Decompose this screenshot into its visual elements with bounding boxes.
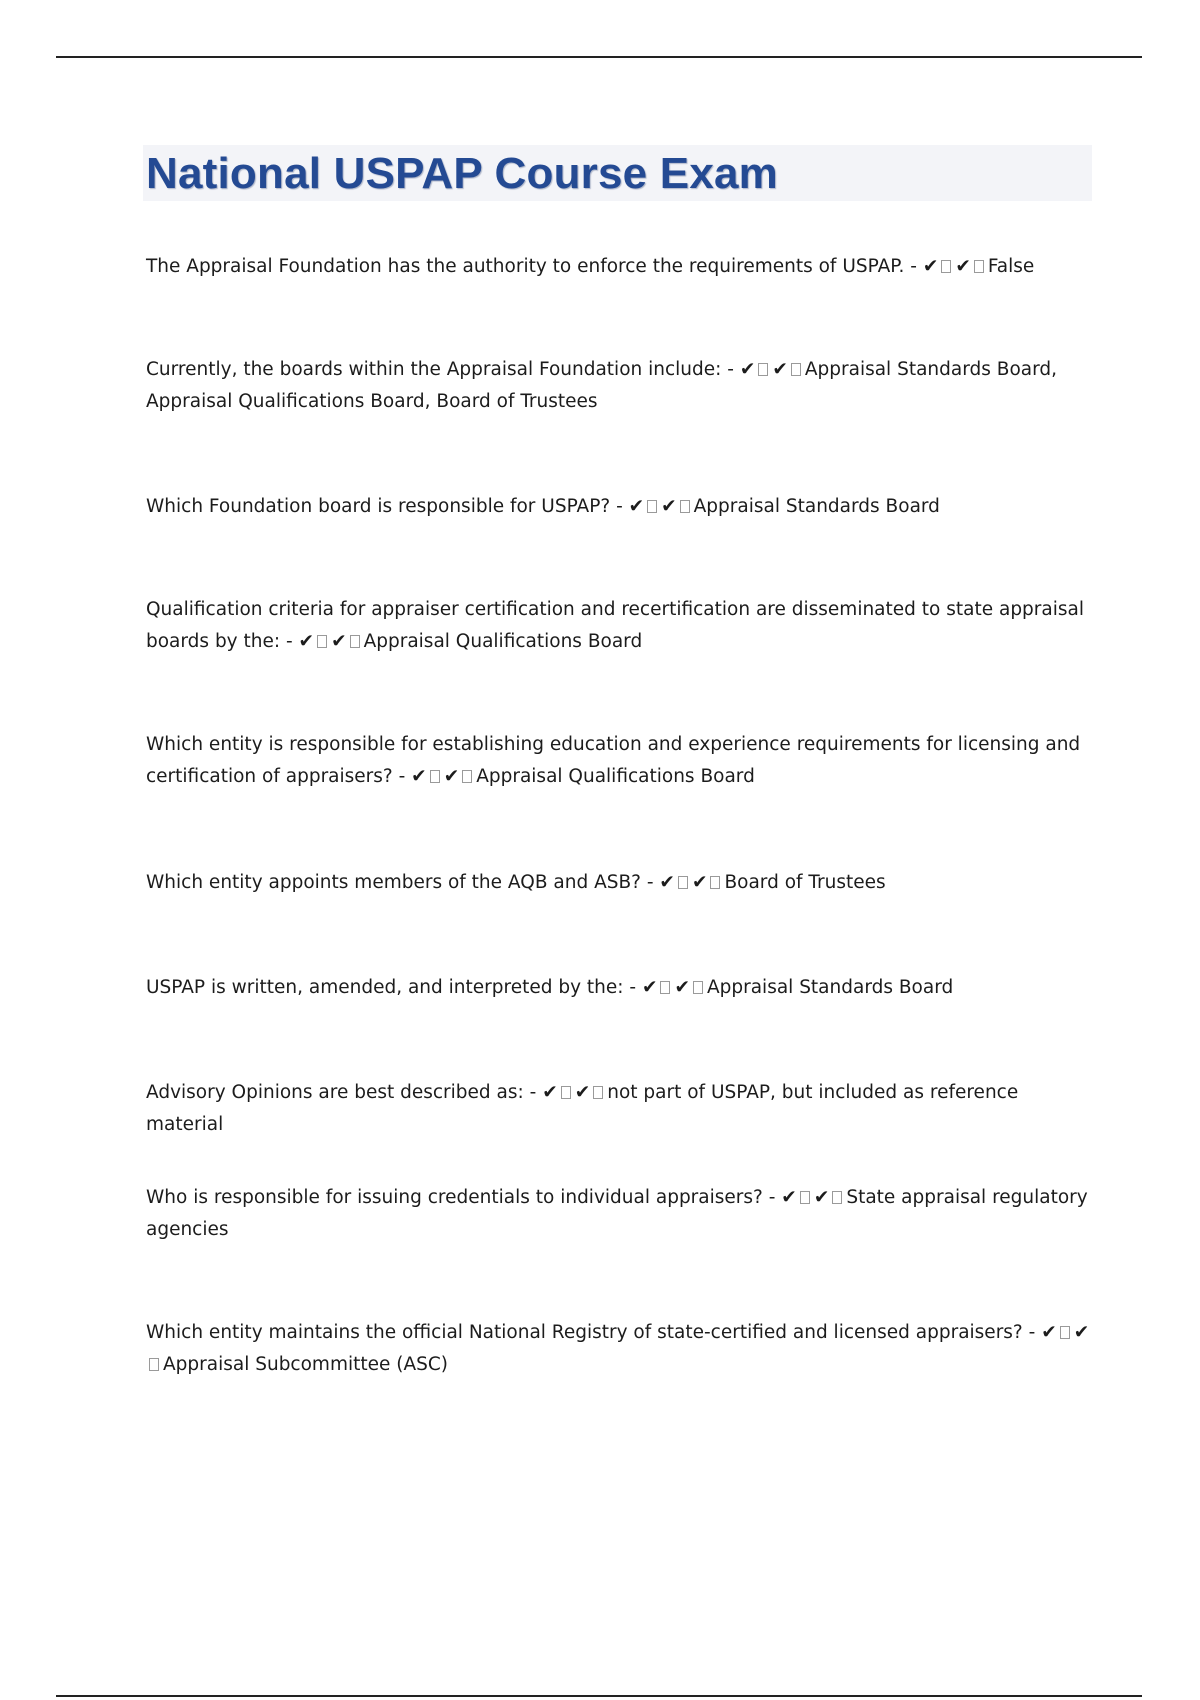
check-icon: ✔ <box>922 256 939 277</box>
separator: - <box>904 256 923 277</box>
box-icon <box>680 500 690 513</box>
box-icon <box>593 1086 603 1099</box>
check-icon: ✔ <box>542 1082 558 1103</box>
box-icon <box>941 260 951 273</box>
box-icon <box>693 981 703 994</box>
separator: - <box>762 1187 782 1208</box>
answer-text: Board of Trustees <box>724 872 886 893</box>
answer-text: Appraisal Standards Board <box>693 496 940 517</box>
box-icon <box>832 1191 842 1204</box>
check-icon: ✔ <box>813 1187 830 1208</box>
answer-text: False <box>987 256 1035 277</box>
box-icon <box>350 635 360 648</box>
answer-text: State appraisal regulatory agencies <box>146 1187 1088 1240</box>
check-icon: ✔ <box>781 1187 797 1208</box>
separator: - <box>640 872 660 893</box>
check-icon: ✔ <box>298 631 315 652</box>
box-icon <box>974 260 984 273</box>
qa-item <box>146 594 1096 658</box>
question-text: Which entity appoints members of the AQB and ASB? <box>146 872 641 893</box>
question-text: Qualification criteria for appraiser certification and recertification are disseminated to state appraisal boards by the: <box>146 599 1084 652</box>
check-icon: ✔ <box>661 496 677 517</box>
qa-item <box>146 867 1096 899</box>
box-icon <box>647 500 657 513</box>
top-rule <box>56 56 1142 58</box>
answer-text: Appraisal Standards Board, Appraisal Qualifications Board, Board of Trustees <box>146 359 1058 412</box>
qa-item <box>146 1077 1096 1141</box>
check-icon: ✔ <box>691 872 708 893</box>
box-icon <box>462 770 472 783</box>
question-text: Which entity is responsible for establishing education and experience requirements for licensing and certification of appraisers? <box>146 734 1081 787</box>
check-icon: ✔ <box>739 359 756 380</box>
box-icon <box>317 635 327 648</box>
question-text: Who is responsible for issuing credentials to individual appraisers? <box>146 1187 763 1208</box>
separator: - <box>623 977 642 998</box>
box-icon <box>678 876 688 889</box>
separator: - <box>610 496 629 517</box>
answer-text: Appraisal Subcommittee (ASC) <box>163 1354 449 1375</box>
answer-text: Appraisal Qualifications Board <box>476 766 755 787</box>
question-text: Currently, the boards within the Appraisal Foundation include: <box>146 359 722 380</box>
question-text: Advisory Opinions are best described as: <box>146 1082 524 1103</box>
box-icon <box>791 363 801 376</box>
qa-item <box>146 251 1096 283</box>
box-icon <box>660 981 670 994</box>
box-icon <box>1060 1326 1070 1339</box>
separator: - <box>721 359 740 380</box>
check-icon: ✔ <box>772 359 788 380</box>
check-icon: ✔ <box>955 256 971 277</box>
qa-item <box>146 354 1096 418</box>
qa-item <box>146 491 1096 523</box>
box-icon <box>758 363 768 376</box>
question-text: Which Foundation board is responsible for USPAP? <box>146 496 611 517</box>
check-icon: ✔ <box>1041 1322 1057 1343</box>
box-icon <box>710 876 720 889</box>
check-icon: ✔ <box>411 766 427 787</box>
qa-item <box>146 972 1096 1004</box>
separator: - <box>1022 1322 1042 1343</box>
bottom-rule <box>56 1695 1142 1697</box>
check-icon: ✔ <box>1073 1322 1090 1343</box>
page-title: National USPAP Course Exam <box>146 149 778 198</box>
separator: - <box>280 631 299 652</box>
box-icon <box>561 1086 571 1099</box>
box-icon <box>800 1191 810 1204</box>
question-text: The Appraisal Foundation has the authority to enforce the requirements of USPAP. <box>146 256 905 277</box>
qa-item <box>146 1182 1096 1246</box>
box-icon <box>430 770 440 783</box>
qa-item <box>146 729 1096 793</box>
box-icon <box>149 1358 159 1371</box>
check-icon: ✔ <box>628 496 645 517</box>
question-text: USPAP is written, amended, and interpreted by the: <box>146 977 624 998</box>
question-text: Which entity maintains the official National Registry of state-certified and licensed appraisers? <box>146 1322 1023 1343</box>
answer-text: Appraisal Standards Board <box>706 977 954 998</box>
check-icon: ✔ <box>574 1082 591 1103</box>
check-icon: ✔ <box>641 977 658 998</box>
qa-item <box>146 1317 1096 1381</box>
separator: - <box>392 766 412 787</box>
answer-text: Appraisal Qualifications Board <box>363 631 643 652</box>
check-icon: ✔ <box>331 631 347 652</box>
separator: - <box>523 1082 543 1103</box>
check-icon: ✔ <box>443 766 460 787</box>
answer-text: not part of USPAP, but included as reference material <box>146 1082 1019 1135</box>
check-icon: ✔ <box>674 977 690 998</box>
check-icon: ✔ <box>659 872 675 893</box>
